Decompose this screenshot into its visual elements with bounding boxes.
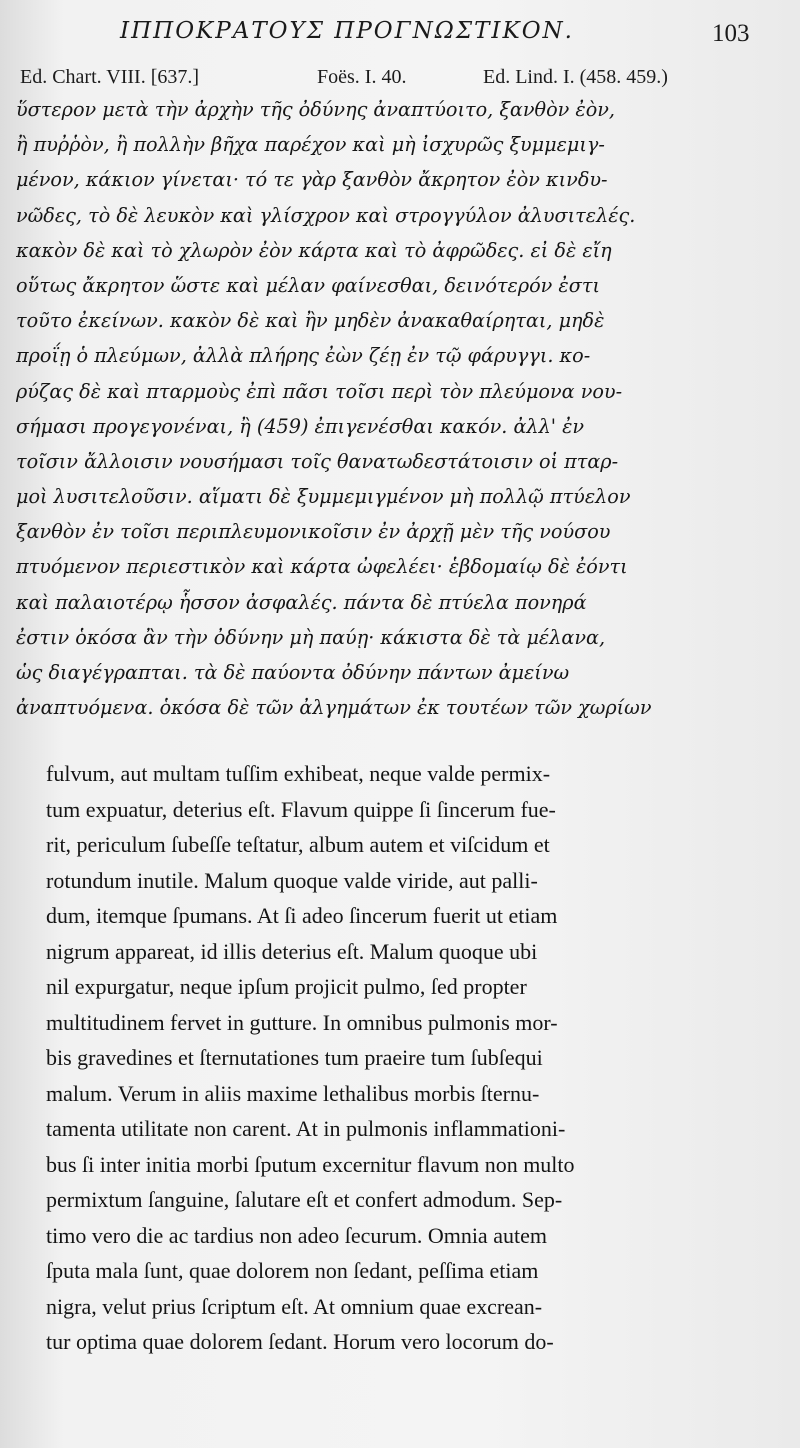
latin-line: permixtum ſanguine, ſalutare eſt et confert admodum. Sep-: [46, 1187, 563, 1212]
latin-line: bis gravedines et ſternutationes tum praeire tum ſubſequi: [46, 1045, 543, 1070]
greek-line: τοῦτο ἐκείνων. κακὸν δὲ καὶ ἢν μηδὲν ἀνακαθαίρηται, μηδὲ: [16, 309, 605, 333]
edition-ref-linden: Ed. Lind. I. (458. 459.): [483, 66, 668, 88]
edition-ref-foesius: Foës. I. 40.: [317, 66, 407, 88]
greek-line: ἢ πυῤῥὸν, ἢ πολλὴν βῆχα παρέχον καὶ μὴ ἰσχυρῶς ξυμμεμιγ-: [16, 133, 605, 157]
latin-line: tum expuatur, deterius eſt. Flavum quippe ſi ſincerum fue-: [46, 796, 556, 822]
latin-line: multitudinem fervet in gutture. In omnibus pulmonis mor-: [46, 1009, 558, 1035]
edition-ref-chartier: Ed. Chart. VIII. [637.]: [20, 66, 200, 88]
greek-line: καὶ παλαιοτέρῳ ἧσσον ἀσφαλές. πάντα δὲ πτύελα πονηρά: [16, 590, 587, 614]
latin-line: bus ſi inter initia morbi ſputum excernitur flavum non multo: [46, 1151, 575, 1177]
greek-line: ἐστιν ὁκόσα ἂν τὴν ὀδύνην μὴ παύῃ· κάκιστα δὲ τὰ μέλανα,: [16, 625, 606, 649]
latin-line: ſputa mala ſunt, quae dolorem non ſedant, peſſima etiam: [46, 1258, 539, 1283]
latin-line: tur optima quae dolorem ſedant. Horum vero locorum do-: [46, 1329, 554, 1354]
greek-line: μοὶ λυσιτελοῦσιν. αἵματι δὲ ξυμμεμιγμένον μὴ πολλῷ πτύελον: [16, 485, 631, 509]
latin-line: nil expurgatur, neque ipſum projicit pulmo, ſed propter: [46, 974, 527, 999]
latin-line: nigrum appareat, id illis deterius eſt. Malum quoque ubi: [46, 938, 538, 964]
greek-line: νῶδες, τὸ δὲ λευκὸν καὶ γλίσχρον καὶ στρογγύλον ἀλυσιτελές.: [16, 203, 636, 227]
greek-line: οὕτως ἄκρητον ὥστε καὶ μέλαν φαίνεσθαι, δεινότερόν ἐστι: [16, 273, 600, 297]
latin-line: rotundum inutile. Malum quoque valde viride, aut palli-: [46, 867, 538, 893]
latin-line: dum, itemque ſpumans. At ſi adeo ſincerum fuerit ut etiam: [46, 903, 558, 928]
greek-line: ἀναπτυόμενα. ὁκόσα δὲ τῶν ἀλγημάτων ἐκ τουτέων τῶν χωρίων: [16, 696, 652, 720]
latin-line: timo vero die ac tardius non adeo ſecurum. Omnia autem: [46, 1222, 547, 1248]
greek-line: κακὸν δὲ καὶ τὸ χλωρὸν ἐὸν κάρτα καὶ τὸ ἀφρῶδες. εἰ δὲ εἴη: [16, 238, 612, 262]
running-title: ΙΠΠΟΚΡΑΤΟΥΣ ΠΡΟΓΝΩΣΤΙΚΟΝ.: [120, 18, 574, 44]
latin-line: nigra, velut prius ſcriptum eſt. At omnium quae excrean-: [46, 1293, 543, 1319]
latin-text-block: [46, 756, 800, 1360]
page-number: 103: [712, 20, 750, 47]
greek-line: σήμασι προγεγονέναι, ἢ (459) ἐπιγενέσθαι κακόν. ἀλλ' ἐν: [16, 414, 585, 438]
latin-line: rit, periculum ſubeſſe teſtatur, album autem et viſcidum et: [46, 832, 550, 857]
edition-references: [20, 66, 800, 94]
greek-line: τοῖσιν ἄλλοισιν νουσήμασι τοῖς θανατωδεστάτοισιν οἱ πταρ-: [16, 449, 619, 473]
greek-line: προΐῃ ὁ πλεύμων, ἀλλὰ πλήρης ἐὼν ζέῃ ἐν τῷ φάρυγγι. κο-: [16, 344, 591, 368]
greek-line: ὡς διαγέγραπται. τὰ δὲ παύοντα ὀδύνην πάντων ἀμείνω: [16, 661, 570, 684]
greek-line: ὕστερον μετὰ τὴν ἀρχὴν τῆς ὀδύνης ἀναπτύοιτο, ξανθὸν ἐὸν,: [16, 98, 616, 121]
greek-text-block: [16, 92, 800, 725]
greek-line: πτυόμενον περιεστικὸν καὶ κάρτα ὠφελέει· ἑβδομαίῳ δὲ ἐόντι: [16, 555, 628, 579]
latin-line: fulvum, aut multam tuſſim exhibeat, neque valde permix-: [46, 761, 551, 786]
greek-line: ξανθὸν ἐν τοῖσι περιπλευμονικοῖσιν ἐν ἀρχῇ μὲν τῆς νούσου: [16, 520, 611, 544]
greek-line: ρύζας δὲ καὶ πταρμοὺς ἐπὶ πᾶσι τοῖσι περὶ τὸν πλεύμονα νου-: [16, 379, 623, 403]
greek-line: μένον, κάκιον γίνεται· τό τε γὰρ ξανθὸν ἄκρητον ἐὸν κινδυ-: [16, 168, 608, 192]
latin-line: tamenta utilitate non carent. At in pulmonis inflammationi-: [46, 1116, 566, 1141]
latin-line: malum. Verum in aliis maxime lethalibus morbis ſternu-: [46, 1080, 540, 1106]
